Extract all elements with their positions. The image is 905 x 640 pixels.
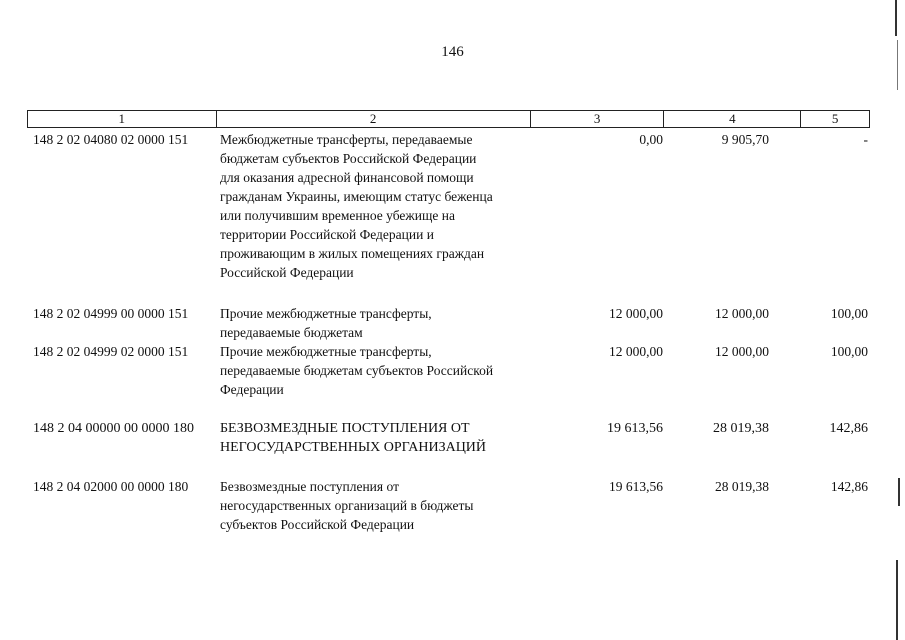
budget-code: 148 2 04 02000 00 0000 180	[33, 479, 189, 494]
budget-code: 148 2 04 00000 00 0000 180	[33, 421, 194, 436]
value-col5: 100,00	[830, 344, 868, 359]
value-col4: 28 019,38	[713, 421, 769, 436]
budget-code: 148 2 02 04999 02 0000 151	[33, 344, 189, 359]
scan-edge-mark	[897, 40, 898, 90]
value-col4: 12 000,00	[715, 344, 769, 359]
description-line: или получившим временное убежище на	[220, 208, 455, 223]
header-cell-3: 3	[531, 111, 665, 127]
description-line: проживающим в жилых помещениях граждан	[220, 246, 485, 261]
description-line: негосударственных организаций в бюджеты	[220, 498, 474, 513]
value-col4: 9 905,70	[721, 132, 769, 147]
value-col5: 142,86	[829, 421, 868, 436]
value-col5: 142,86	[830, 479, 868, 494]
description-line: Российской Федерации	[220, 265, 354, 280]
description-line: БЕЗВОЗМЕЗДНЫЕ ПОСТУПЛЕНИЯ ОТ	[220, 421, 470, 436]
scan-edge-mark	[896, 560, 898, 640]
description-line: НЕГОСУДАРСТВЕННЫХ ОРГАНИЗАЦИЙ	[220, 440, 487, 455]
description-line: Прочие межбюджетные трансферты,	[220, 306, 432, 321]
description-line: субъектов Российской Федерации	[220, 517, 415, 532]
header-cell-5: 5	[831, 111, 839, 126]
budget-code: 148 2 02 04999 00 0000 151	[33, 306, 189, 321]
page-number: 146	[441, 44, 464, 60]
header-cell-2: 2	[217, 111, 531, 127]
row-description	[220, 419, 538, 457]
description-line: гражданам Украины, имеющим статус беженца	[220, 189, 493, 204]
value-col4: 12 000,00	[715, 306, 769, 321]
value-col3: 19 613,56	[607, 421, 663, 436]
description-line: Безвозмездные поступления от	[220, 479, 399, 494]
scan-edge-mark	[898, 478, 900, 506]
description-line: Прочие межбюджетные трансферты,	[220, 344, 432, 359]
description-line: передаваемые бюджетам	[220, 325, 363, 340]
description-line: бюджетам субъектов Российской Федерации	[220, 151, 477, 166]
value-col3: 12 000,00	[609, 344, 663, 359]
header-cell-1: 1	[28, 111, 217, 127]
description-line: Межбюджетные трансферты, передаваемые	[220, 132, 473, 147]
scan-edge-mark	[895, 0, 897, 36]
value-col3: 19 613,56	[609, 479, 663, 494]
row-description	[220, 477, 538, 534]
description-line: для оказания адресной финансовой помощи	[220, 170, 474, 185]
description-line: передаваемые бюджетам субъектов Российской	[220, 363, 494, 378]
row-description	[220, 304, 538, 342]
budget-code: 148 2 02 04080 02 0000 151	[33, 132, 189, 147]
row-description	[220, 342, 538, 399]
value-col3: 0,00	[639, 132, 663, 147]
row-description	[220, 130, 538, 282]
header-cell-4: 4	[664, 111, 801, 127]
value-col5: 100,00	[830, 306, 868, 321]
description-line: территории Российской Федерации и	[220, 227, 434, 242]
description-line: Федерации	[220, 382, 284, 397]
value-col5: -	[863, 132, 868, 147]
value-col4: 28 019,38	[715, 479, 769, 494]
value-col3: 12 000,00	[609, 306, 663, 321]
table-header	[27, 110, 870, 128]
